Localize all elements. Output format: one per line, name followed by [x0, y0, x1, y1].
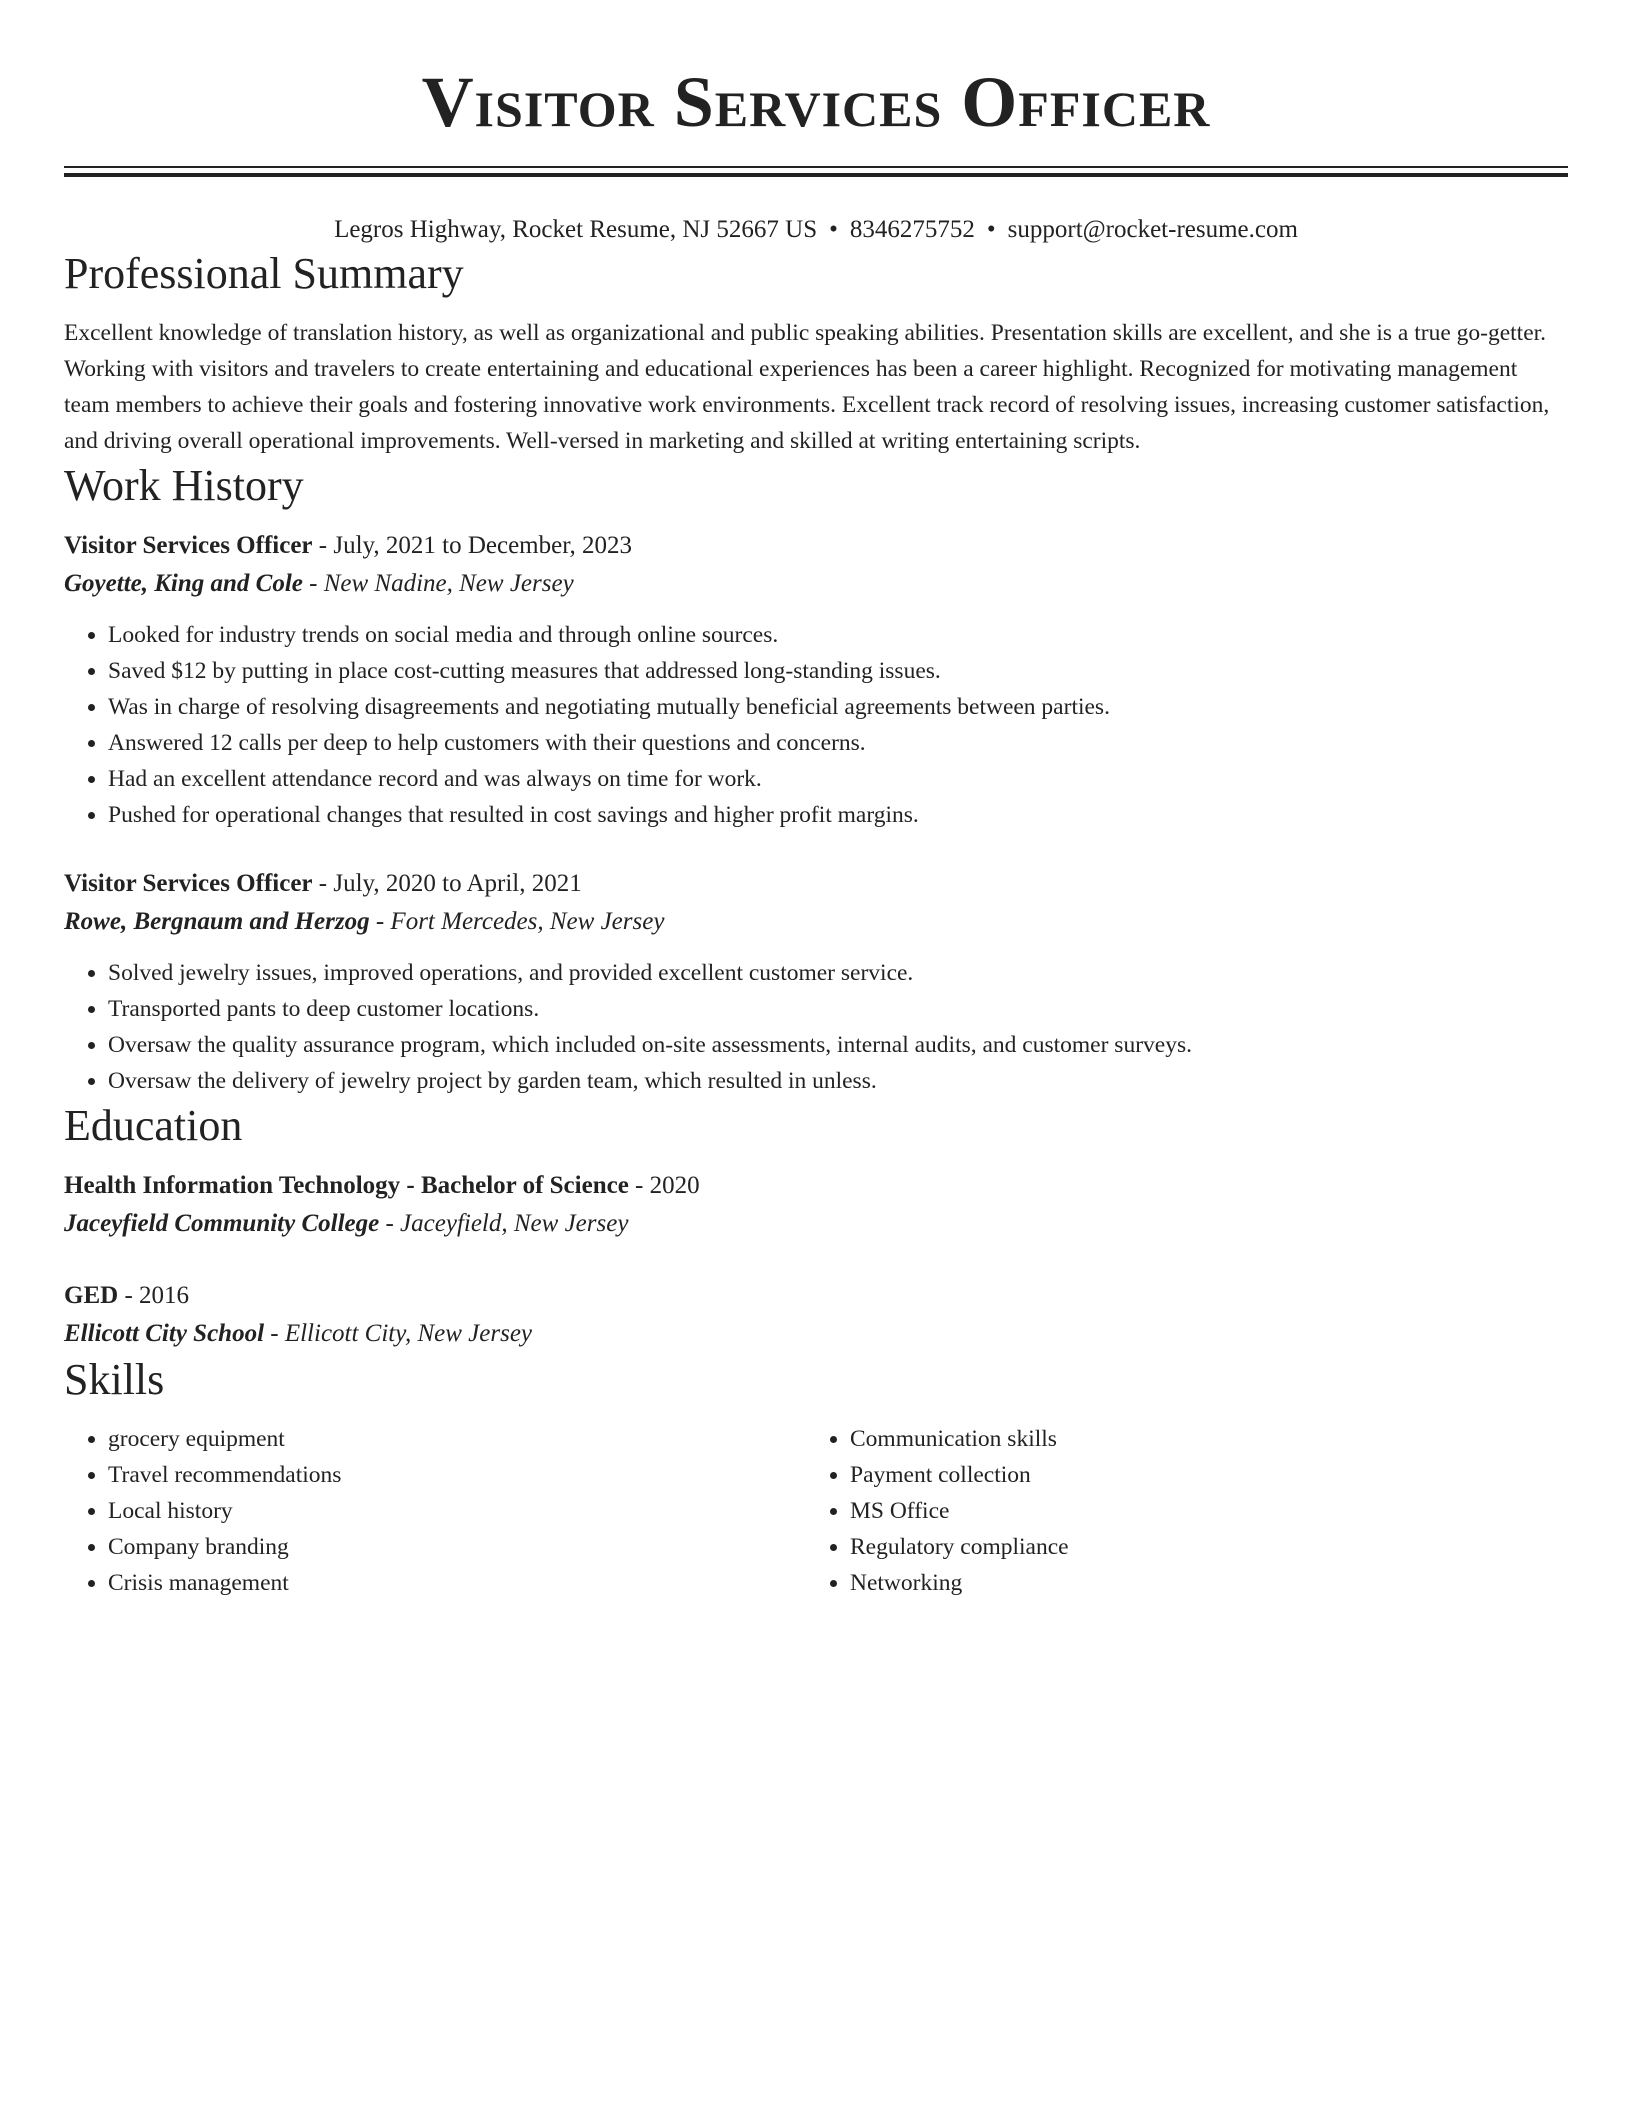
list-item: • grocery equipment	[108, 1421, 806, 1457]
list-item: • Communication skills	[850, 1421, 1548, 1457]
school: Jaceyfield Community College	[64, 1210, 380, 1237]
skills-column-left	[64, 1421, 806, 1601]
job-location: - New Nadine, New Jersey	[302, 570, 574, 597]
job-bullets	[64, 955, 1568, 1099]
list-item: • Was in charge of resolving disagreements and negotiating mutually beneficial agreements between parties.	[108, 689, 1568, 725]
job-location: - Fort Mercedes, New Jersey	[369, 908, 665, 935]
resume-title: Visitor Services Officer	[421, 62, 1211, 142]
job-title: Visitor Services Officer	[64, 870, 313, 897]
list-item: • Company branding	[108, 1529, 806, 1565]
skills-list	[64, 1421, 1568, 1601]
education-heading: Education	[64, 1101, 243, 1150]
job-company: Rowe, Bergnaum and Herzog	[64, 908, 370, 935]
school-line	[64, 1205, 1568, 1243]
job-dates: - July, 2020 to April, 2021	[312, 870, 582, 897]
job-company-line	[64, 565, 1568, 603]
resume-page	[64, 0, 1568, 1601]
contact-separator: •	[986, 216, 996, 243]
list-item: • Oversaw the quality assurance program, which included on-site assessments, internal audits, and customer surveys.	[108, 1027, 1568, 1063]
job-company-line	[64, 903, 1568, 941]
degree: Health Information Technology - Bachelor of Science	[64, 1172, 629, 1199]
list-item: • Had an excellent attendance record and was always on time for work.	[108, 761, 1568, 797]
list-item: • Oversaw the delivery of jewelry project by garden team, which resulted in unless.	[108, 1063, 1568, 1099]
job-company: Goyette, King and Cole	[64, 570, 303, 597]
education-entry	[64, 1277, 1568, 1353]
list-item: • Solved jewelry issues, improved operations, and provided excellent customer service.	[108, 955, 1568, 991]
list-item: • Transported pants to deep customer locations.	[108, 991, 1568, 1027]
job-entry	[64, 527, 1568, 833]
degree-line	[64, 1277, 1568, 1315]
contact-separator: •	[829, 216, 838, 243]
list-item: • Crisis management	[108, 1565, 806, 1601]
job-dates: - July, 2021 to December, 2023	[312, 532, 633, 559]
summary-text: Excellent knowledge of translation history, as well as organizational and public speaking abilities. Presentation skills are excellent, and she is a true go-getter. Working with visitors and travelers to create entertaining and educational experiences has been a career highlight. Recognized for motivating management team members to achieve their goals and fostering innovative work environments. Excellent track record of resolving issues, increasing customer satisfaction, and driving overall operational improvements. Well-versed in marketing and skilled at writing entertaining scripts.	[64, 320, 1550, 454]
contact-email: support@rocket-resume.com	[1007, 216, 1298, 243]
contact-line	[64, 213, 1568, 247]
job-title-line	[64, 865, 1568, 903]
degree: GED	[64, 1282, 119, 1309]
title-divider	[64, 166, 1568, 177]
school-location: - Jaceyfield, New Jersey	[379, 1210, 629, 1237]
contact-address: Legros Highway, Rocket Resume, NJ 52667 US	[334, 216, 818, 243]
list-item: • Pushed for operational changes that resulted in cost savings and higher profit margins.	[108, 797, 1568, 833]
list-item: • Saved $12 by putting in place cost-cutting measures that addressed long-standing issues.	[108, 653, 1568, 689]
job-bullets	[64, 617, 1568, 833]
list-item: • Local history	[108, 1493, 806, 1529]
job-entry	[64, 865, 1568, 1099]
list-item: • Travel recommendations	[108, 1457, 806, 1493]
work-history-heading: Work History	[64, 461, 304, 510]
list-item: • Networking	[850, 1565, 1548, 1601]
list-item: • MS Office	[850, 1493, 1548, 1529]
degree-line	[64, 1167, 1568, 1205]
skills-column-right	[806, 1421, 1548, 1601]
degree-year: - 2020	[628, 1172, 700, 1199]
list-item: • Regulatory compliance	[850, 1529, 1548, 1565]
list-item: • Answered 12 calls per deep to help customers with their questions and concerns.	[108, 725, 1568, 761]
degree-year: - 2016	[118, 1282, 190, 1309]
summary-heading: Professional Summary	[64, 249, 464, 298]
list-item: • Payment collection	[850, 1457, 1548, 1493]
school: Ellicott City School	[64, 1320, 265, 1347]
skills-heading: Skills	[64, 1355, 165, 1404]
contact-phone: 8346275752	[849, 216, 975, 243]
job-title-line	[64, 527, 1568, 565]
job-title: Visitor Services Officer	[64, 532, 313, 559]
list-item: • Looked for industry trends on social media and through online sources.	[108, 617, 1568, 653]
school-location: - Ellicott City, New Jersey	[264, 1320, 533, 1347]
school-line	[64, 1315, 1568, 1353]
education-entry	[64, 1167, 1568, 1243]
